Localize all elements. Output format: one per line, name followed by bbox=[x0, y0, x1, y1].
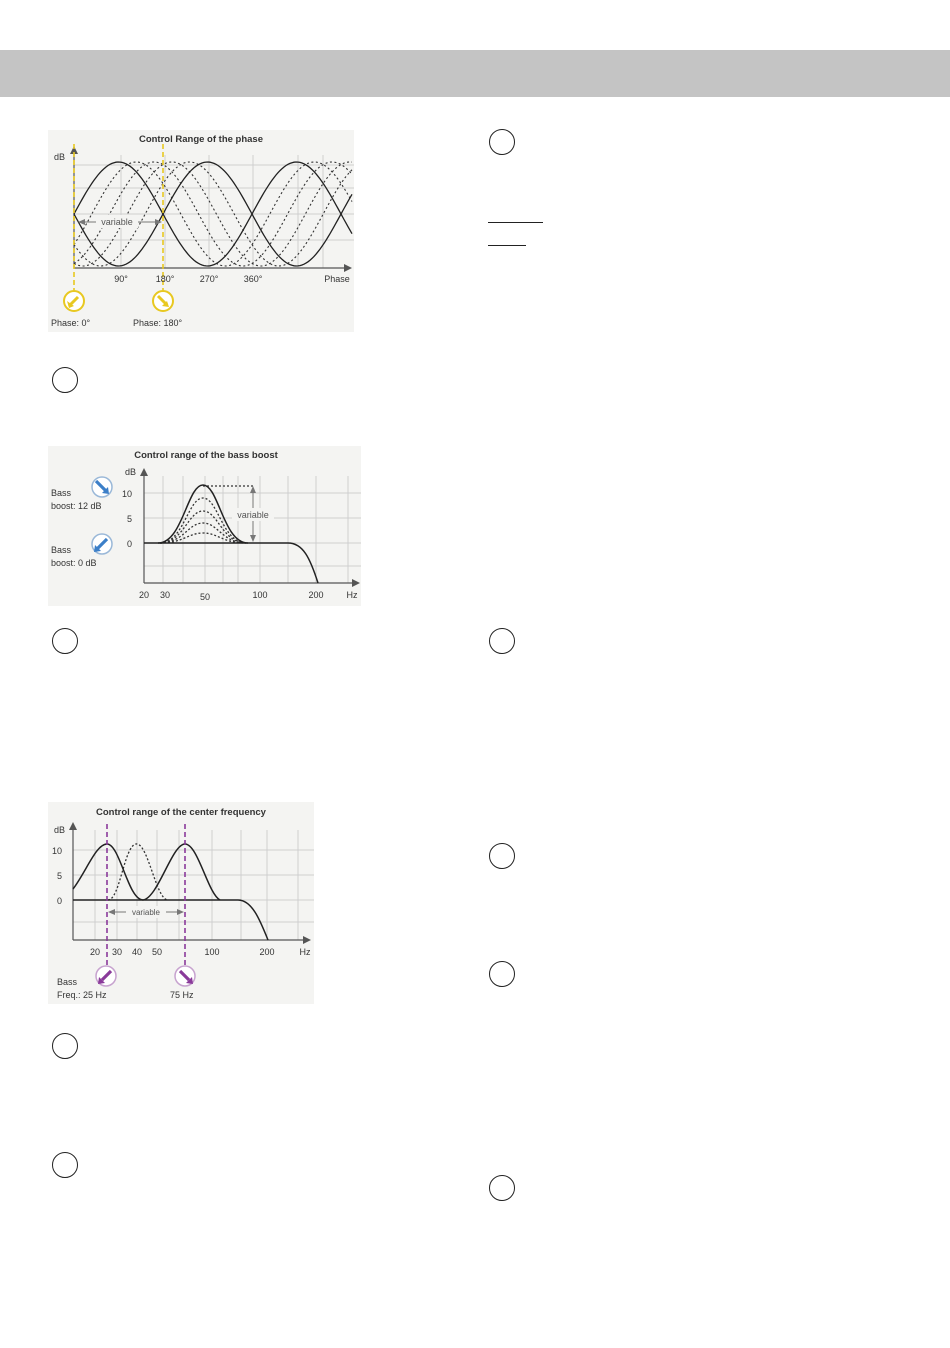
bass-xlabel: Hz bbox=[346, 590, 358, 600]
freq-xtick: 100 bbox=[204, 947, 220, 957]
bass-ytick: 10 bbox=[121, 489, 132, 499]
step-marker bbox=[52, 1033, 78, 1059]
step-marker bbox=[52, 628, 78, 654]
bass-title: Control range of the bass boost bbox=[134, 450, 278, 461]
step-marker bbox=[489, 129, 515, 155]
bass-ytick: 5 bbox=[126, 514, 132, 524]
phase-variable-label: variable bbox=[101, 217, 133, 227]
step-marker bbox=[489, 961, 515, 987]
step-marker bbox=[489, 628, 515, 654]
freq-knob-right-label: 75 Hz bbox=[170, 990, 194, 1000]
freq-ytick: 0 bbox=[56, 896, 62, 906]
bass-knob-top-value: boost: 12 dB bbox=[51, 501, 102, 511]
freq-ylabel: dB bbox=[54, 825, 66, 835]
bass-xtick: 50 bbox=[199, 592, 211, 602]
phase-xlabel: Phase bbox=[324, 274, 350, 284]
bass-12db-knob-icon bbox=[92, 477, 112, 497]
bass-ytick: 0 bbox=[126, 539, 132, 549]
freq-title: Control range of the center frequency bbox=[96, 807, 266, 818]
freq-knob-left-label: Bass bbox=[57, 977, 78, 987]
phase-tick: 90° bbox=[114, 274, 128, 284]
phase-knob-left-label: Phase: 0° bbox=[51, 318, 91, 328]
bass-boost-figure bbox=[48, 446, 361, 606]
bass-xtick: 200 bbox=[308, 590, 324, 600]
phase-tick: 270° bbox=[199, 274, 219, 284]
bass-ylabel: dB bbox=[125, 467, 137, 477]
freq-xtick: 40 bbox=[131, 947, 143, 957]
freq-xtick: 50 bbox=[151, 947, 163, 957]
freq-xtick: 200 bbox=[259, 947, 275, 957]
freq-25hz-knob-icon bbox=[96, 966, 116, 986]
freq-xtick: 20 bbox=[89, 947, 101, 957]
bass-variable-label: variable bbox=[237, 510, 269, 520]
step-marker bbox=[52, 1152, 78, 1178]
phase-knob-right-label: Phase: 180° bbox=[133, 318, 183, 328]
header-bar bbox=[0, 50, 950, 97]
phase-chart bbox=[48, 130, 354, 332]
step-marker bbox=[489, 843, 515, 869]
phase-0-knob-icon bbox=[64, 291, 84, 311]
bass-knob-top-label: Bass bbox=[51, 488, 72, 498]
freq-xlabel: Hz bbox=[299, 947, 311, 957]
bass-xtick: 20 bbox=[138, 590, 150, 600]
phase-tick: 180° bbox=[155, 274, 175, 284]
bass-0db-knob-icon bbox=[92, 534, 112, 554]
freq-knob-left-value: Freq.: 25 Hz bbox=[57, 990, 107, 1000]
step-marker bbox=[489, 1175, 515, 1201]
phase-180-knob-icon bbox=[153, 291, 173, 311]
freq-ytick: 5 bbox=[56, 871, 62, 881]
bass-boost-chart bbox=[48, 446, 361, 606]
phase-tick: 360° bbox=[243, 274, 263, 284]
freq-75hz-knob-icon bbox=[175, 966, 195, 986]
bass-knob-bottom-value: boost: 0 dB bbox=[51, 558, 97, 568]
bass-xtick: 30 bbox=[159, 590, 171, 600]
phase-figure bbox=[48, 130, 354, 332]
underline-rule bbox=[488, 222, 543, 223]
bass-xtick: 100 bbox=[252, 590, 268, 600]
underline-rule bbox=[488, 245, 526, 246]
phase-ylabel: dB bbox=[54, 152, 66, 162]
freq-ytick: 10 bbox=[51, 846, 62, 856]
phase-title: Control Range of the phase bbox=[138, 134, 264, 145]
center-frequency-figure bbox=[48, 802, 314, 1004]
freq-variable-label: variable bbox=[131, 908, 161, 917]
bass-knob-bottom-label: Bass bbox=[51, 545, 72, 555]
center-frequency-chart bbox=[48, 802, 314, 1004]
step-marker bbox=[52, 367, 78, 393]
freq-xtick: 30 bbox=[111, 947, 123, 957]
